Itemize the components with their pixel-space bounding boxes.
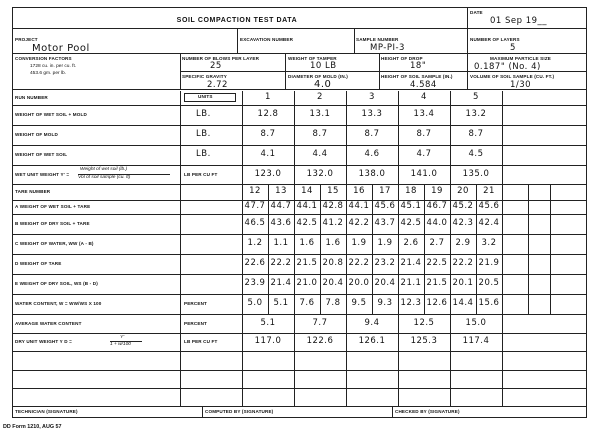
grid-line <box>12 234 587 235</box>
measurement-cell[interactable]: 13.4 <box>413 109 435 119</box>
tare-cell[interactable]: 1.1 <box>273 238 289 248</box>
wet-unit-weight-cell[interactable]: 135.0 <box>462 168 490 179</box>
grid-line <box>12 294 587 295</box>
tare-cell[interactable]: 16 <box>353 186 365 196</box>
tare-cell[interactable]: 42.5 <box>296 218 318 228</box>
unit-label: LB PER CU FT <box>184 339 218 344</box>
particle-size-field[interactable]: 0.187" (No. 4) <box>474 62 541 72</box>
tare-cell[interactable]: 45.2 <box>452 201 474 211</box>
measurement-cell[interactable]: 13.3 <box>361 109 383 119</box>
grid-line <box>12 388 587 389</box>
run-number[interactable]: 2 <box>317 92 323 102</box>
blows-label: NUMBER OF BLOWS PER LAYER <box>182 56 260 61</box>
tare-row-label: E WEIGHT OF DRY SOIL, WS (B - D) <box>15 281 98 286</box>
tare-cell[interactable]: 21.4 <box>400 258 422 268</box>
tare-cell[interactable]: 23.9 <box>244 278 266 288</box>
measurement-cell[interactable]: 8.7 <box>312 129 328 139</box>
computed-by-label: COMPUTED BY (SIGNATURE) <box>205 409 274 414</box>
measurement-cell[interactable]: 4.7 <box>416 149 432 159</box>
wet-unit-weight-cell[interactable]: 132.0 <box>306 168 334 179</box>
tare-cell[interactable]: 42.2 <box>348 218 370 228</box>
tare-cell[interactable]: 44.0 <box>426 218 448 228</box>
tare-cell[interactable]: 13 <box>275 186 287 196</box>
wet-unit-weight-denominator: Vol of soil sample (cu. ft) <box>78 175 131 180</box>
tare-cell[interactable]: 42.3 <box>452 218 474 228</box>
run-number[interactable]: 5 <box>473 92 479 102</box>
dry-unit-weight-cell[interactable]: 117.4 <box>462 336 490 346</box>
measurement-cell[interactable]: 4.4 <box>312 149 328 159</box>
tare-cell[interactable]: 42.8 <box>322 201 344 211</box>
tare-cell[interactable]: 45.6 <box>478 201 500 211</box>
tare-cell[interactable]: 22.2 <box>270 258 292 268</box>
grid-line <box>320 184 321 314</box>
tare-cell[interactable]: 12.3 <box>400 298 422 308</box>
tare-cell[interactable]: 20.1 <box>452 278 474 288</box>
tare-cell[interactable]: 21.9 <box>478 258 500 268</box>
layers-field[interactable]: 5 <box>510 43 516 53</box>
tare-cell[interactable]: 14 <box>301 186 313 196</box>
tare-cell[interactable]: 1.9 <box>351 238 367 248</box>
tare-cell[interactable]: 44.7 <box>270 201 292 211</box>
measurement-cell[interactable]: 13.1 <box>309 109 331 119</box>
grid-line <box>354 28 355 53</box>
sample-volume-field[interactable]: 1/30 <box>510 80 532 90</box>
dry-unit-weight-numerator: Y' <box>120 335 125 340</box>
grid-line <box>424 184 425 314</box>
tare-cell[interactable]: 1.9 <box>377 238 393 248</box>
tare-cell[interactable]: 5.1 <box>273 298 289 308</box>
measurement-cell[interactable]: 8.7 <box>468 129 484 139</box>
grid-line <box>450 91 451 406</box>
unit-value[interactable]: LB. <box>196 149 211 159</box>
tare-cell[interactable]: 21 <box>483 186 495 196</box>
run-number[interactable]: 3 <box>369 92 375 102</box>
tare-cell[interactable]: 46.7 <box>426 201 448 211</box>
tare-cell[interactable]: 5.0 <box>247 298 263 308</box>
tare-cell[interactable]: 15 <box>327 186 339 196</box>
tare-row-label: TARE NUMBER <box>15 189 51 194</box>
grid-line <box>550 184 551 314</box>
form-number: DD Form 1210, AUG 57 <box>3 424 62 430</box>
project-label: PROJECT <box>15 37 38 42</box>
grid-line <box>12 125 587 126</box>
grid-line <box>294 91 295 406</box>
tare-cell[interactable]: 22.2 <box>348 258 370 268</box>
sample-height-field[interactable]: 4.584 <box>410 80 437 90</box>
tare-row-label: B WEIGHT OF DRY SOIL + TARE <box>15 221 90 226</box>
measurement-cell[interactable]: 4.5 <box>468 149 484 159</box>
soil-compaction-form <box>12 7 587 418</box>
tare-cell[interactable]: 45.1 <box>400 201 422 211</box>
tare-cell[interactable]: 20 <box>457 186 469 196</box>
grid-line <box>12 314 587 315</box>
tare-cell[interactable]: 7.8 <box>325 298 341 308</box>
grid-line <box>12 145 587 146</box>
grid-line <box>528 184 529 314</box>
mold-diameter-label: DIAMETER OF MOLD (IN.) <box>288 74 348 79</box>
tare-cell[interactable]: 41.2 <box>322 218 344 228</box>
grid-line <box>372 184 373 314</box>
tare-cell[interactable]: 21.4 <box>270 278 292 288</box>
row-label: WEIGHT OF MOLD <box>15 132 58 137</box>
unit-value[interactable]: LB. <box>196 109 211 119</box>
grid-line <box>398 91 399 406</box>
tare-cell[interactable]: 12 <box>249 186 261 196</box>
conversion-factor-2: 453.6 gm. per lb. <box>30 71 66 76</box>
tare-cell[interactable]: 3.2 <box>481 238 497 248</box>
technician-label: TECHNICIAN (SIGNATURE) <box>15 409 78 414</box>
grid-line <box>392 406 393 418</box>
tare-cell[interactable]: 20.4 <box>322 278 344 288</box>
sample-number-label: SAMPLE NUMBER <box>356 37 399 42</box>
specific-gravity-field[interactable]: 2.72 <box>207 80 228 90</box>
grid-line <box>12 28 587 29</box>
tare-cell[interactable]: 21.0 <box>296 278 318 288</box>
grid-line <box>202 406 203 418</box>
run-number-label: RUN NUMBER <box>15 95 48 100</box>
wet-unit-weight-cell[interactable]: 123.0 <box>254 168 282 179</box>
measurement-cell[interactable]: 4.1 <box>260 149 276 159</box>
tare-cell[interactable]: 1.6 <box>299 238 315 248</box>
grid-line <box>12 214 587 215</box>
grid-line <box>12 165 587 166</box>
tare-cell[interactable]: 9.5 <box>351 298 367 308</box>
grid-line <box>180 91 181 406</box>
grid-line <box>12 53 587 54</box>
tare-cell[interactable]: 12.6 <box>426 298 448 308</box>
tare-cell[interactable]: 23.2 <box>374 258 396 268</box>
grid-line <box>467 7 468 89</box>
project-field[interactable]: Motor Pool <box>32 43 90 54</box>
grid-line <box>12 333 587 334</box>
grid-line <box>285 53 286 89</box>
row-label: WEIGHT OF WET SOIL <box>15 152 68 157</box>
sample-number-field[interactable]: MP-PI-3 <box>370 43 405 53</box>
measurement-cell[interactable]: 4.6 <box>364 149 380 159</box>
tare-cell[interactable]: 2.7 <box>429 238 445 248</box>
tare-cell[interactable]: 2.9 <box>455 238 471 248</box>
tare-cell[interactable]: 20.8 <box>322 258 344 268</box>
date-label: DATE <box>470 10 483 15</box>
dry-unit-weight-label: DRY UNIT WEIGHT Y D = <box>15 339 72 344</box>
dry-unit-weight-cell[interactable]: 117.0 <box>254 336 282 346</box>
grid-line <box>12 105 587 106</box>
tare-cell[interactable]: 19 <box>431 186 443 196</box>
tare-row-label: WATER CONTENT, W = WW/WS X 100 <box>15 301 102 306</box>
tamper-field[interactable]: 10 LB <box>310 61 337 71</box>
tare-cell[interactable]: 22.5 <box>426 258 448 268</box>
dry-unit-weight-cell[interactable]: 122.6 <box>306 336 334 346</box>
tare-cell[interactable]: 14.4 <box>452 298 474 308</box>
grid-line <box>12 406 587 407</box>
tare-cell[interactable]: 18 <box>405 186 417 196</box>
dry-unit-weight-cell[interactable]: 125.3 <box>410 336 438 346</box>
measurement-cell[interactable]: 12.8 <box>257 109 279 119</box>
measurement-cell[interactable]: 8.7 <box>260 129 276 139</box>
grid-line <box>237 28 238 53</box>
drop-field[interactable]: 18" <box>410 61 427 71</box>
grid-line <box>242 91 243 406</box>
tare-cell[interactable]: 22.2 <box>452 258 474 268</box>
particle-size-label: MAXIMUM PARTICLE SIZE <box>490 56 551 61</box>
tamper-label: WEIGHT OF TAMPER <box>288 56 337 61</box>
grid-line <box>12 370 587 371</box>
tare-cell[interactable]: 22.6 <box>244 258 266 268</box>
tare-row-label: A WEIGHT OF WET SOIL + TARE <box>15 204 91 209</box>
measurement-cell[interactable]: 8.7 <box>364 129 380 139</box>
dry-unit-weight-cell[interactable]: 126.1 <box>358 336 386 346</box>
tare-cell[interactable]: 20.5 <box>478 278 500 288</box>
grid-line <box>12 89 587 90</box>
sample-volume-label: VOLUME OF SOIL SAMPLE (CU. FT.) <box>470 74 555 79</box>
tare-cell[interactable]: 1.6 <box>325 238 341 248</box>
excavation-label: EXCAVATION NUMBER <box>240 37 294 42</box>
avg-water-cell[interactable]: 12.5 <box>413 317 435 328</box>
avg-water-label: AVERAGE WATER CONTENT <box>15 320 82 326</box>
avg-water-cell[interactable]: 7.7 <box>312 317 328 328</box>
tare-cell[interactable]: 21.5 <box>296 258 318 268</box>
tare-cell[interactable]: 42.5 <box>400 218 422 228</box>
tare-cell[interactable]: 46.5 <box>244 218 266 228</box>
avg-water-cell[interactable]: 15.0 <box>465 317 487 328</box>
unit-label: LB PER CU FT <box>184 171 218 177</box>
tare-cell[interactable]: 43.7 <box>374 218 396 228</box>
dry-unit-weight-denominator: 1 + w/100 <box>110 342 131 347</box>
date-field[interactable]: 01 Sep 19__ <box>490 16 548 26</box>
grid-line <box>268 184 269 314</box>
tare-cell[interactable]: 44.1 <box>296 201 318 211</box>
tare-cell[interactable]: 47.7 <box>244 201 266 211</box>
tare-cell[interactable]: 21.1 <box>400 278 422 288</box>
unit-label: PERCENT <box>184 301 208 306</box>
tare-row-label: D WEIGHT OF TARE <box>15 261 62 266</box>
avg-water-cell[interactable]: 5.1 <box>260 317 276 328</box>
conversion-factor-1: 1728 cu. in. per cu. ft. <box>30 64 77 69</box>
mold-diameter-field[interactable]: 4.0 <box>314 79 332 90</box>
tare-cell[interactable]: 7.6 <box>299 298 315 308</box>
grid-line <box>12 351 587 352</box>
grid-line <box>502 91 503 406</box>
tare-cell[interactable]: 44.1 <box>348 201 370 211</box>
grid-line <box>346 91 347 406</box>
tare-cell[interactable]: 45.6 <box>374 201 396 211</box>
tare-cell[interactable]: 1.2 <box>247 238 263 248</box>
tare-cell[interactable]: 43.6 <box>270 218 292 228</box>
measurement-cell[interactable]: 13.2 <box>465 109 487 119</box>
grid-line <box>12 274 587 275</box>
tare-cell[interactable]: 15.6 <box>478 298 500 308</box>
tare-cell[interactable]: 20.4 <box>374 278 396 288</box>
wet-unit-weight-cell[interactable]: 138.0 <box>358 168 386 179</box>
grid-line <box>12 254 587 255</box>
layers-label: NUMBER OF LAYERS <box>470 37 520 42</box>
grid-line <box>180 53 181 89</box>
tare-cell[interactable]: 20.0 <box>348 278 370 288</box>
grid-line <box>379 53 380 89</box>
wet-unit-weight-label: WET UNIT WEIGHT Y' = <box>15 171 70 177</box>
measurement-cell[interactable]: 8.7 <box>416 129 432 139</box>
grid-line <box>476 184 477 314</box>
wet-unit-weight-cell[interactable]: 141.0 <box>410 168 438 179</box>
tare-cell[interactable]: 21.5 <box>426 278 448 288</box>
unit-label: PERCENT <box>184 320 208 326</box>
run-number[interactable]: 4 <box>421 92 427 102</box>
tare-row-label: C WEIGHT OF WATER, WW (A - B) <box>15 241 94 246</box>
run-number[interactable]: 1 <box>265 92 271 102</box>
tare-cell[interactable]: 17 <box>379 186 391 196</box>
drop-label: HEIGHT OF DROP <box>381 56 423 61</box>
avg-water-cell[interactable]: 9.4 <box>364 317 380 328</box>
units-header: UNITS <box>198 94 213 99</box>
sample-height-label: HEIGHT OF SOIL SAMPLE (IN.) <box>381 74 453 79</box>
unit-value[interactable]: LB. <box>196 129 211 139</box>
specific-gravity-label: SPECIFIC GRAVITY <box>182 74 227 79</box>
tare-cell[interactable]: 42.4 <box>478 218 500 228</box>
checked-by-label: CHECKED BY (SIGNATURE) <box>395 409 460 414</box>
wet-unit-weight-numerator: Weight of wet soil (lb.) <box>80 167 128 172</box>
grid-line <box>12 184 587 185</box>
blows-field[interactable]: 25 <box>210 61 222 71</box>
row-label: WEIGHT OF WET SOIL + MOLD <box>15 112 87 117</box>
form-title: SOIL COMPACTION TEST DATA <box>176 17 298 24</box>
conversion-factors-label: CONVERSION FACTORS <box>15 56 72 61</box>
tare-cell[interactable]: 9.3 <box>377 298 393 308</box>
tare-cell[interactable]: 2.6 <box>403 238 419 248</box>
